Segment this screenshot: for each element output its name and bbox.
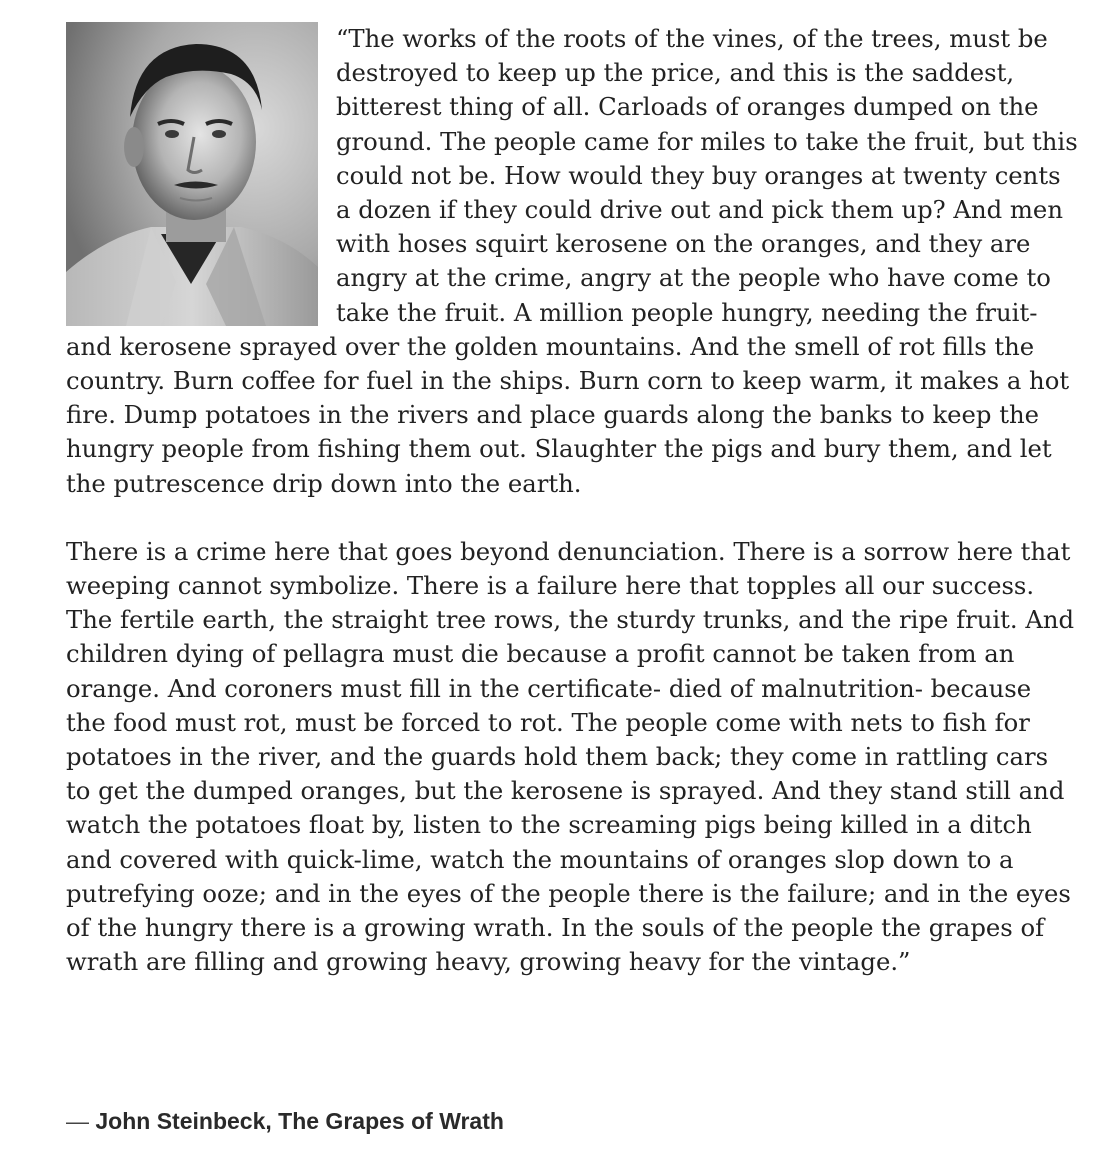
attribution bbox=[66, 1108, 504, 1135]
author-portrait bbox=[66, 22, 318, 326]
attribution-dash: — bbox=[66, 1108, 89, 1134]
quote-paragraph-2: There is a crime here that goes beyond denunciation. There is a sorrow here that weeping cannot symbolize. There is a failure here that topples all our success. The fertile earth, the straight tree rows, the sturdy trunks, and the ripe fruit. And children dying of pellagra must die because a profit cannot be taken from an orange. And coroners must fill in the certificate- died of malnutrition- because the food must rot, must be forced to rot. The people come with nets to fish for potatoes in the river, and the guards hold them back; they come in rattling cars to get the dumped oranges, but the kerosene is sprayed. And they stand still and watch the potatoes float by, listen to the screaming pigs being killed in a ditch and covered with quick-lime, watch the mountains of oranges slop down to a putrefying ooze; and in the eyes of the people there is the failure; and in the eyes of the hungry there is a growing wrath. In the souls of the people the grapes of wrath are filling and growing heavy, growing heavy for the vintage.” bbox=[66, 536, 1075, 977]
quote-block bbox=[66, 22, 1078, 979]
quote-paragraph-1: “The works of the roots of the vines, of the trees, must be destroyed to keep up the price, and this is the saddest, bitterest thing of all. Carloads of oranges dumped on the ground. The people came for miles to take the fruit, but this could not be. How would they buy oranges at twenty cents a dozen if they could drive out and pick them up? And men with hoses squirt kerosene on the oranges, and they are angry at the crime, angry at the people who have come to take the fruit. A million people hungry, needing the fruit- and kerosene sprayed over the golden mountains. And the smell of rot fills the country. Burn coffee for fuel in the ships. Burn corn to keep warm, it makes a hot fire. Dump potatoes in the rivers and place guards along the banks to keep the hungry people from fishing them out. Slaughter the pigs and bury them, and let the putrescence drip down into the earth. bbox=[66, 24, 1078, 498]
attribution-source: John Steinbeck, The Grapes of Wrath bbox=[95, 1108, 504, 1134]
